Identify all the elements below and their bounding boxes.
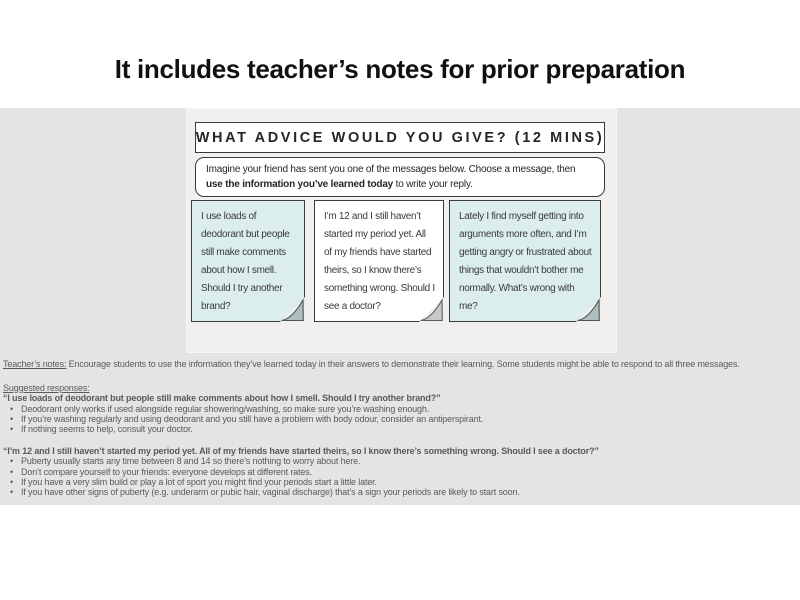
teacher-notes-text: Encourage students to use the information they’ve learned today in their answers to demonstrate their learning. Some students might be able to respond to all three messages. <box>66 359 740 369</box>
bullet-item: • If you have a very slim build or play a lot of sport you might find your periods start a little later. <box>3 477 797 487</box>
suggested-bullets-2 <box>3 456 797 498</box>
teacher-notes-section <box>3 359 797 498</box>
bullet-item: • If you’re washing regularly and using deodorant and you still have a problem with body odour, consider an antiperspirant. <box>3 414 797 424</box>
bullet-item: • If you have other signs of puberty (e.g. underarm or pubic hair, vaginal discharge) that’s a sign your periods are likely to start soon. <box>3 487 797 497</box>
instruction-bold: use the information you’ve learned today <box>206 179 394 190</box>
page-curl-icon <box>576 297 601 322</box>
bullet-item: • If nothing seems to help, consult your doctor. <box>3 424 797 434</box>
instruction-box <box>195 157 605 197</box>
message-card-text: I use loads of deodorant but people still make comments about how I smell. Should I try another brand? <box>201 211 290 312</box>
page-curl-icon <box>280 297 305 322</box>
suggested-bullets-1 <box>3 404 797 435</box>
message-card-text: Lately I find myself getting into arguments more often, and I’m getting angry or frustrated about things that wouldn’t bother me normally. What’s wrong with me? <box>459 211 592 312</box>
instruction-post: to write your reply. <box>393 179 473 190</box>
suggested-quote-1: “I use loads of deodorant but people still make comments about how I smell. Should I try another brand?” <box>3 393 441 403</box>
slide-preview <box>186 108 617 353</box>
suggested-quote-2: “I’m 12 and I still haven’t started my period yet. All of my friends have started theirs, so I know there’s something wrong. Should I see a doctor?” <box>3 445 599 456</box>
document-gray-band <box>0 108 800 505</box>
suggested-responses-label: Suggested responses: <box>3 382 90 393</box>
instruction-pre: Imagine your friend has sent you one of the messages below. Choose a message, then <box>206 164 576 175</box>
bullet-item: • Don’t compare yourself to your friends: everyone develops at different rates. <box>3 467 797 477</box>
page-title: It includes teacher’s notes for prior preparation <box>114 54 686 84</box>
teacher-notes-line <box>3 359 797 370</box>
message-card-text: I’m 12 and I still haven’t started my period yet. All of my friends have started theirs, so I know there’s something wrong. Should I see a doctor? <box>324 211 435 312</box>
bullet-item: • Deodorant only works if used alongside regular showering/washing, so make sure you’re washing enough. <box>3 404 797 414</box>
message-card-deodorant <box>191 200 305 322</box>
slide-title-box <box>195 122 605 153</box>
bullet-item: • Puberty usually starts any time between 8 and 14 so there’s nothing to worry about here. <box>3 456 797 466</box>
slide-title: WHAT ADVICE WOULD YOU GIVE? (12 MINS) <box>195 129 605 146</box>
message-card-anger <box>449 200 601 322</box>
message-card-period <box>314 200 444 322</box>
teacher-notes-label: Teacher’s notes: <box>3 359 67 369</box>
page-curl-icon <box>419 297 444 322</box>
